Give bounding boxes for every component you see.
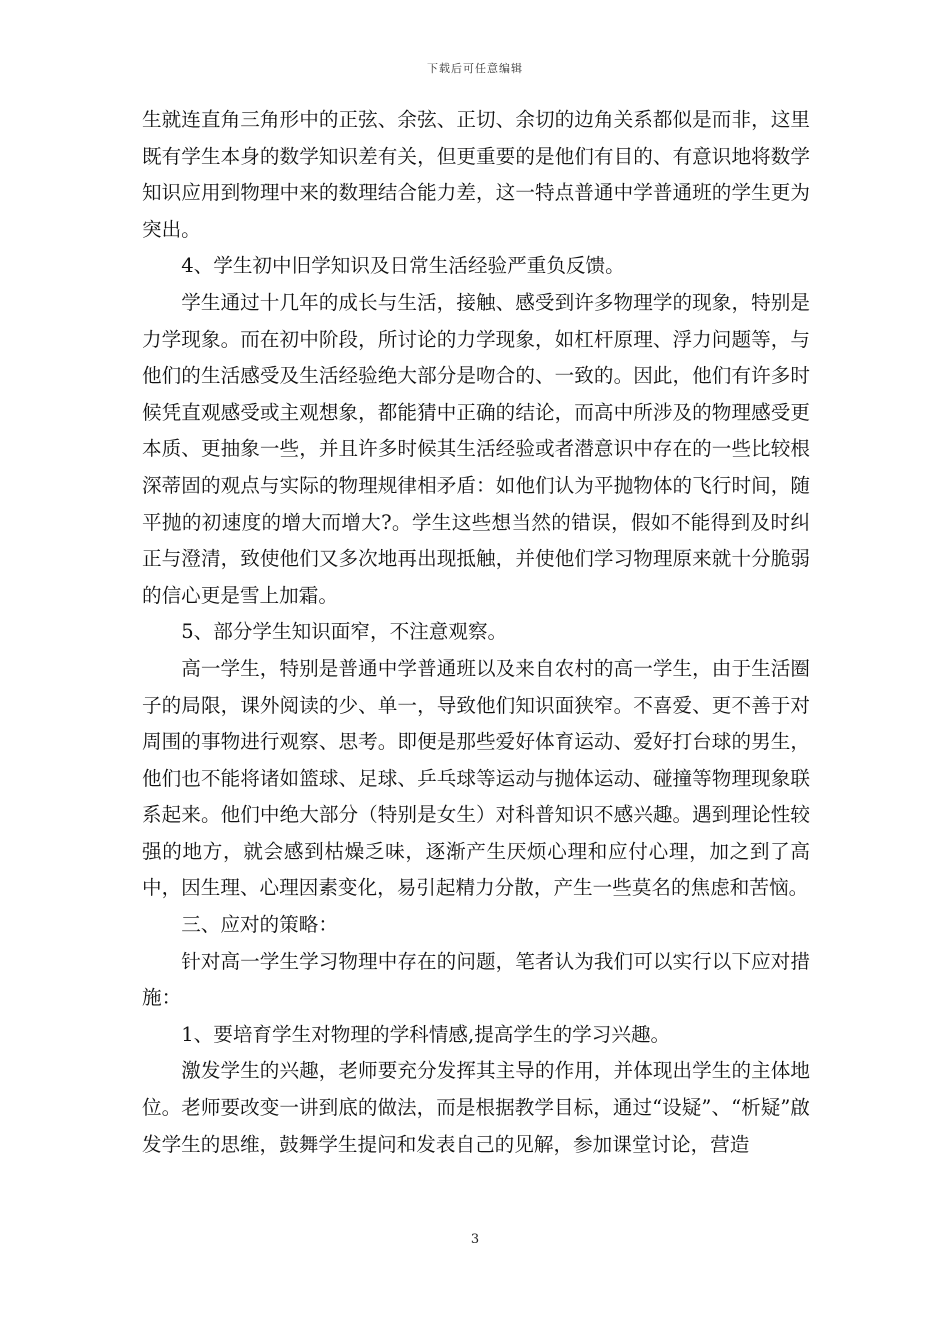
page-number: 3: [470, 1232, 480, 1247]
paragraph: 高一学生，特别是普通中学普通班以及来自农村的高一学生，由于生活圈子的局限，课外阅读的少、单一，导致他们知识面狭窄。不喜爱、更不善于对周围的事物进行观察、思考。即便是那些爱好体育运动、爱好打台球的男生，他们也不能将诸如篮球、足球、乒乓球等运动与抛体运动、碰撞等物理现象联系起来。他们中绝大部分（特别是女生）对科普知识不感兴趣。遇到理论性较强的地方，就会感到枯燥乏味，逐渐产生厌烦心理和应付心理，加之到了高中，因生理、心理因素变化，易引起精力分散，产生一些莫名的焦虑和苦恼。: [142, 656, 810, 900]
paragraph: 针对高一学生学习物理中存在的问题，笔者认为我们可以实行以下应对措施：: [142, 949, 810, 1010]
paragraph: 学生通过十几年的成长与生活，接触、感受到许多物理学的现象，特别是力学现象。而在初中阶段，所讨论的力学现象，如杠杆原理、浮力问题等，与他们的生活感受及生活经验绝大部分是吻合的、一致的。因此，他们有许多时候凭直观感受或主观想象，都能猜中正确的结论，而高中所涉及的物理感受更本质、更抽象一些，并且许多时候其生活经验或者潜意识中存在的一些比较根深蒂固的观点与实际的物理规律相矛盾：如他们认为平抛物体的飞行时间，随平抛的初速度的增大而增大?。学生这些想当然的错误，假如不能得到及时纠正与澄清，致使他们又多次地再出现抵触，并使他们学习物理原来就十分脆弱的信心更是雪上加霜。: [142, 290, 810, 607]
list-item-heading: 5、部分学生知识面窄，不注意观察。: [181, 620, 508, 644]
paragraph: 生就连直角三角形中的正弦、余弦、正切、余切的边角关系都似是而非，这里既有学生本身的数学知识差有关，但更重要的是他们有目的、有意识地将数学知识应用到物理中来的数理结合能力差，这一特点普通中学普通班的学生更为突出。: [142, 108, 810, 241]
section-heading: 三、应对的策略：: [181, 913, 338, 937]
list-item-heading: 1、要培育学生对物理的学科情感,提高学生的学习兴趣。: [181, 1022, 671, 1046]
page-header: 下载后可任意编辑: [427, 62, 523, 75]
list-item-heading: 4、学生初中旧学知识及日常生活经验严重负反馈。: [181, 254, 625, 278]
document-body: [142, 102, 810, 1163]
paragraph: 激发学生的兴趣，老师要充分发挥其主导的作用，并体现出学生的主体地位。老师要改变一讲到底的做法，而是根据教学目标，通过“设疑”、“析疑”啟发学生的思维，鼓舞学生提问和发表自己的见解，参加课堂讨论，营造: [142, 1059, 810, 1156]
